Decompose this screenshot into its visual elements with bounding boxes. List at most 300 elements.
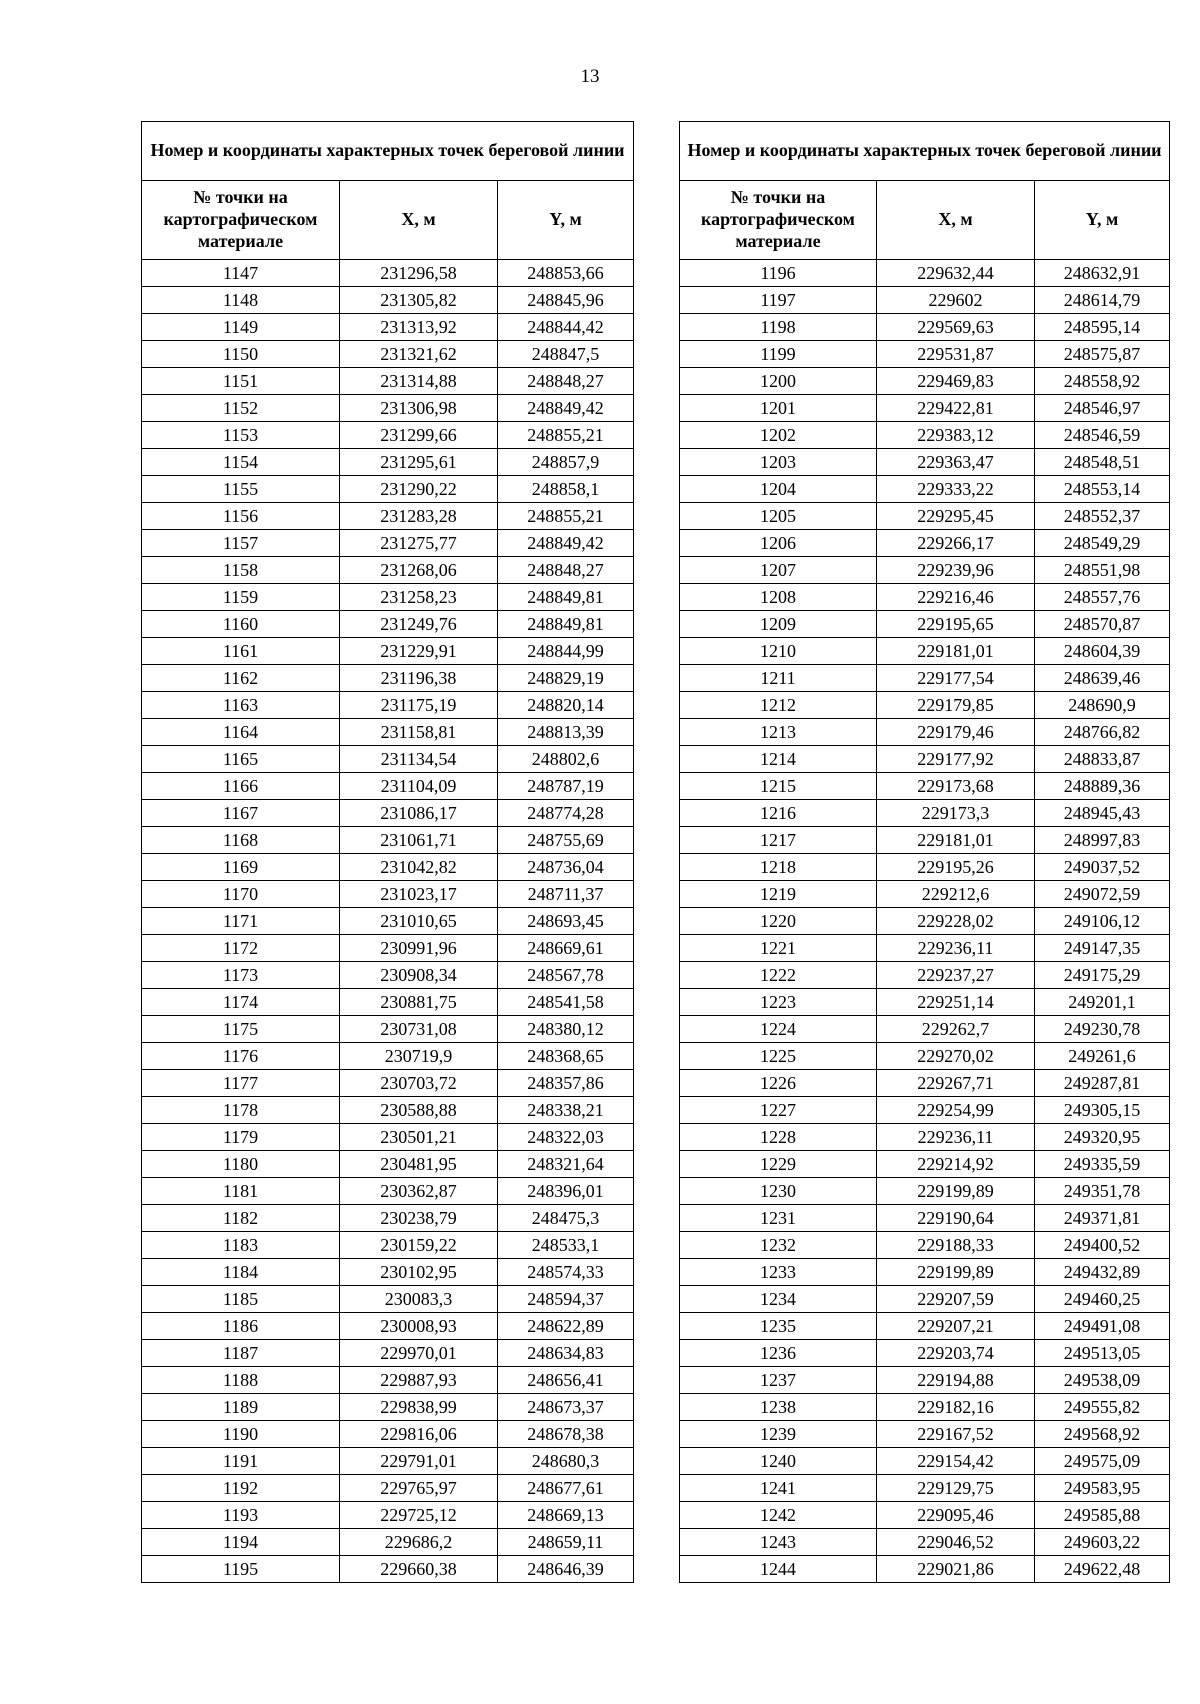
cell-point-number: 1173 xyxy=(142,962,340,989)
table-body xyxy=(680,260,1170,1583)
table-row xyxy=(142,530,634,557)
table-row xyxy=(680,665,1170,692)
cell-x: 230008,93 xyxy=(340,1313,498,1340)
cell-x: 229182,16 xyxy=(877,1394,1035,1421)
cell-point-number: 1242 xyxy=(680,1502,877,1529)
cell-y: 249585,88 xyxy=(1035,1502,1170,1529)
cell-point-number: 1235 xyxy=(680,1313,877,1340)
cell-x: 231086,17 xyxy=(340,800,498,827)
cell-x: 229422,81 xyxy=(877,395,1035,422)
table-row xyxy=(680,1556,1170,1583)
cell-x: 230588,88 xyxy=(340,1097,498,1124)
table-row xyxy=(142,1340,634,1367)
cell-x: 231275,77 xyxy=(340,530,498,557)
cell-y: 249432,89 xyxy=(1035,1259,1170,1286)
table-row xyxy=(680,827,1170,854)
cell-point-number: 1162 xyxy=(142,665,340,692)
cell-x: 229173,3 xyxy=(877,800,1035,827)
cell-y: 248396,01 xyxy=(498,1178,634,1205)
table-row xyxy=(142,692,634,719)
cell-y: 248711,37 xyxy=(498,881,634,908)
cell-point-number: 1185 xyxy=(142,1286,340,1313)
table-row xyxy=(680,422,1170,449)
cell-x: 229173,68 xyxy=(877,773,1035,800)
cell-x: 229266,17 xyxy=(877,530,1035,557)
table-row xyxy=(680,1097,1170,1124)
table-row xyxy=(680,1340,1170,1367)
cell-y: 249147,35 xyxy=(1035,935,1170,962)
cell-y: 248552,37 xyxy=(1035,503,1170,530)
cell-point-number: 1157 xyxy=(142,530,340,557)
table-row xyxy=(142,449,634,476)
table-row xyxy=(142,341,634,368)
cell-point-number: 1163 xyxy=(142,692,340,719)
cell-point-number: 1168 xyxy=(142,827,340,854)
cell-y: 248594,37 xyxy=(498,1286,634,1313)
cell-y: 248849,81 xyxy=(498,584,634,611)
cell-point-number: 1167 xyxy=(142,800,340,827)
table-row xyxy=(142,800,634,827)
cell-y: 249175,29 xyxy=(1035,962,1170,989)
table-row xyxy=(142,1151,634,1178)
cell-x: 229531,87 xyxy=(877,341,1035,368)
cell-x: 229469,83 xyxy=(877,368,1035,395)
table-row xyxy=(680,1502,1170,1529)
cell-point-number: 1230 xyxy=(680,1178,877,1205)
table-row xyxy=(142,1448,634,1475)
cell-x: 231249,76 xyxy=(340,611,498,638)
cell-x: 231313,92 xyxy=(340,314,498,341)
table-row xyxy=(680,260,1170,287)
cell-x: 229267,71 xyxy=(877,1070,1035,1097)
cell-point-number: 1154 xyxy=(142,449,340,476)
table-row xyxy=(142,611,634,638)
cell-point-number: 1186 xyxy=(142,1313,340,1340)
cell-y: 248669,13 xyxy=(498,1502,634,1529)
table-row xyxy=(142,881,634,908)
cell-x: 229190,64 xyxy=(877,1205,1035,1232)
cell-x: 229214,92 xyxy=(877,1151,1035,1178)
table-row xyxy=(142,989,634,1016)
cell-x: 229569,63 xyxy=(877,314,1035,341)
table-row xyxy=(680,1367,1170,1394)
cell-point-number: 1193 xyxy=(142,1502,340,1529)
cell-x: 229177,54 xyxy=(877,665,1035,692)
cell-x: 229212,6 xyxy=(877,881,1035,908)
cell-x: 229725,12 xyxy=(340,1502,498,1529)
table-row xyxy=(680,1421,1170,1448)
cell-y: 248844,99 xyxy=(498,638,634,665)
cell-x: 229154,42 xyxy=(877,1448,1035,1475)
cell-x: 229632,44 xyxy=(877,260,1035,287)
cell-y: 249261,6 xyxy=(1035,1043,1170,1070)
cell-x: 230481,95 xyxy=(340,1151,498,1178)
cell-x: 229262,7 xyxy=(877,1016,1035,1043)
cell-point-number: 1236 xyxy=(680,1340,877,1367)
cell-x: 230362,87 xyxy=(340,1178,498,1205)
cell-y: 248690,9 xyxy=(1035,692,1170,719)
table-row xyxy=(680,503,1170,530)
cell-x: 229251,14 xyxy=(877,989,1035,1016)
cell-y: 249037,52 xyxy=(1035,854,1170,881)
cell-y: 248829,19 xyxy=(498,665,634,692)
table-row xyxy=(142,1286,634,1313)
cell-x: 231321,62 xyxy=(340,341,498,368)
table-row xyxy=(142,719,634,746)
cell-y: 248541,58 xyxy=(498,989,634,1016)
cell-point-number: 1169 xyxy=(142,854,340,881)
table-row xyxy=(142,827,634,854)
cell-y: 248678,38 xyxy=(498,1421,634,1448)
cell-y: 248549,29 xyxy=(1035,530,1170,557)
cell-point-number: 1208 xyxy=(680,584,877,611)
cell-y: 248997,83 xyxy=(1035,827,1170,854)
cell-y: 248848,27 xyxy=(498,557,634,584)
cell-point-number: 1190 xyxy=(142,1421,340,1448)
cell-point-number: 1209 xyxy=(680,611,877,638)
cell-y: 248820,14 xyxy=(498,692,634,719)
cell-y: 248321,64 xyxy=(498,1151,634,1178)
cell-point-number: 1210 xyxy=(680,638,877,665)
cell-point-number: 1165 xyxy=(142,746,340,773)
table-row xyxy=(680,692,1170,719)
cell-point-number: 1181 xyxy=(142,1178,340,1205)
cell-point-number: 1233 xyxy=(680,1259,877,1286)
column-header-x: X, м xyxy=(877,181,1035,260)
table-row xyxy=(680,1529,1170,1556)
cell-y: 248855,21 xyxy=(498,503,634,530)
cell-point-number: 1175 xyxy=(142,1016,340,1043)
cell-x: 231306,98 xyxy=(340,395,498,422)
cell-point-number: 1194 xyxy=(142,1529,340,1556)
cell-x: 230102,95 xyxy=(340,1259,498,1286)
cell-x: 229194,88 xyxy=(877,1367,1035,1394)
cell-x: 229970,01 xyxy=(340,1340,498,1367)
cell-x: 231258,23 xyxy=(340,584,498,611)
table-row xyxy=(142,314,634,341)
cell-y: 248858,1 xyxy=(498,476,634,503)
cell-y: 249568,92 xyxy=(1035,1421,1170,1448)
cell-point-number: 1178 xyxy=(142,1097,340,1124)
table-row xyxy=(142,368,634,395)
cell-point-number: 1215 xyxy=(680,773,877,800)
cell-point-number: 1174 xyxy=(142,989,340,1016)
table-row xyxy=(680,1448,1170,1475)
cell-y: 248849,42 xyxy=(498,530,634,557)
table-row xyxy=(680,1124,1170,1151)
cell-point-number: 1222 xyxy=(680,962,877,989)
cell-x: 229791,01 xyxy=(340,1448,498,1475)
table-row xyxy=(680,584,1170,611)
cell-y: 248570,87 xyxy=(1035,611,1170,638)
cell-x: 229177,92 xyxy=(877,746,1035,773)
cell-point-number: 1227 xyxy=(680,1097,877,1124)
table-row xyxy=(680,395,1170,422)
table-row xyxy=(142,1367,634,1394)
cell-y: 248548,51 xyxy=(1035,449,1170,476)
cell-y: 248736,04 xyxy=(498,854,634,881)
cell-x: 229203,74 xyxy=(877,1340,1035,1367)
cell-x: 229660,38 xyxy=(340,1556,498,1583)
cell-x: 231158,81 xyxy=(340,719,498,746)
cell-y: 248813,39 xyxy=(498,719,634,746)
cell-point-number: 1206 xyxy=(680,530,877,557)
cell-x: 231295,61 xyxy=(340,449,498,476)
cell-point-number: 1205 xyxy=(680,503,877,530)
table-row xyxy=(142,1043,634,1070)
table-row xyxy=(142,557,634,584)
cell-point-number: 1177 xyxy=(142,1070,340,1097)
table-title: Номер и координаты характерных точек береговой линии xyxy=(680,122,1170,181)
table-row xyxy=(142,1124,634,1151)
table-body xyxy=(142,260,634,1583)
table-row xyxy=(680,1475,1170,1502)
table-row xyxy=(680,1016,1170,1043)
cell-y: 249201,1 xyxy=(1035,989,1170,1016)
cell-point-number: 1237 xyxy=(680,1367,877,1394)
cell-y: 248546,97 xyxy=(1035,395,1170,422)
cell-y: 248802,6 xyxy=(498,746,634,773)
table-row xyxy=(680,962,1170,989)
cell-point-number: 1155 xyxy=(142,476,340,503)
cell-point-number: 1161 xyxy=(142,638,340,665)
table-row xyxy=(142,1232,634,1259)
table-row xyxy=(680,638,1170,665)
cell-x: 230238,79 xyxy=(340,1205,498,1232)
cell-x: 229216,46 xyxy=(877,584,1035,611)
cell-y: 248847,5 xyxy=(498,341,634,368)
cell-y: 248889,36 xyxy=(1035,773,1170,800)
cell-point-number: 1182 xyxy=(142,1205,340,1232)
table-row xyxy=(680,449,1170,476)
cell-point-number: 1180 xyxy=(142,1151,340,1178)
cell-y: 248774,28 xyxy=(498,800,634,827)
cell-y: 248338,21 xyxy=(498,1097,634,1124)
cell-x: 231290,22 xyxy=(340,476,498,503)
cell-y: 248614,79 xyxy=(1035,287,1170,314)
cell-x: 229236,11 xyxy=(877,1124,1035,1151)
cell-x: 229046,52 xyxy=(877,1529,1035,1556)
cell-point-number: 1160 xyxy=(142,611,340,638)
cell-x: 229602 xyxy=(877,287,1035,314)
cell-y: 248677,61 xyxy=(498,1475,634,1502)
cell-y: 248567,78 xyxy=(498,962,634,989)
cell-y: 248558,92 xyxy=(1035,368,1170,395)
cell-x: 229816,06 xyxy=(340,1421,498,1448)
column-header-y: Y, м xyxy=(1035,181,1170,260)
cell-point-number: 1198 xyxy=(680,314,877,341)
cell-point-number: 1229 xyxy=(680,1151,877,1178)
table-row xyxy=(142,1097,634,1124)
table-row xyxy=(142,1502,634,1529)
cell-x: 229207,59 xyxy=(877,1286,1035,1313)
cell-y: 249460,25 xyxy=(1035,1286,1170,1313)
cell-point-number: 1212 xyxy=(680,692,877,719)
table-row xyxy=(142,773,634,800)
cell-point-number: 1151 xyxy=(142,368,340,395)
cell-y: 248557,76 xyxy=(1035,584,1170,611)
cell-y: 248755,69 xyxy=(498,827,634,854)
cell-x: 229199,89 xyxy=(877,1178,1035,1205)
cell-x: 229021,86 xyxy=(877,1556,1035,1583)
cell-x: 229181,01 xyxy=(877,638,1035,665)
cell-x: 230501,21 xyxy=(340,1124,498,1151)
cell-y: 248656,41 xyxy=(498,1367,634,1394)
cell-point-number: 1172 xyxy=(142,935,340,962)
cell-point-number: 1176 xyxy=(142,1043,340,1070)
cell-point-number: 1244 xyxy=(680,1556,877,1583)
cell-x: 229686,2 xyxy=(340,1529,498,1556)
cell-x: 230083,3 xyxy=(340,1286,498,1313)
cell-point-number: 1179 xyxy=(142,1124,340,1151)
table-row xyxy=(142,260,634,287)
table-row xyxy=(142,1313,634,1340)
cell-x: 229363,47 xyxy=(877,449,1035,476)
cell-y: 248595,14 xyxy=(1035,314,1170,341)
cell-y: 249371,81 xyxy=(1035,1205,1170,1232)
cell-point-number: 1231 xyxy=(680,1205,877,1232)
table-row xyxy=(142,1178,634,1205)
table-row xyxy=(680,773,1170,800)
cell-y: 248533,1 xyxy=(498,1232,634,1259)
table-row xyxy=(142,665,634,692)
cell-point-number: 1199 xyxy=(680,341,877,368)
cell-x: 229179,46 xyxy=(877,719,1035,746)
cell-y: 248322,03 xyxy=(498,1124,634,1151)
cell-y: 248546,59 xyxy=(1035,422,1170,449)
table-row xyxy=(142,935,634,962)
cell-y: 248849,42 xyxy=(498,395,634,422)
table-row xyxy=(142,476,634,503)
table-row xyxy=(680,1286,1170,1313)
cell-point-number: 1220 xyxy=(680,908,877,935)
cell-y: 248853,66 xyxy=(498,260,634,287)
cell-point-number: 1240 xyxy=(680,1448,877,1475)
cell-y: 248848,27 xyxy=(498,368,634,395)
table-row xyxy=(142,287,634,314)
cell-y: 249575,09 xyxy=(1035,1448,1170,1475)
table-row xyxy=(680,746,1170,773)
cell-point-number: 1197 xyxy=(680,287,877,314)
cell-y: 249072,59 xyxy=(1035,881,1170,908)
cell-x: 231104,09 xyxy=(340,773,498,800)
cell-point-number: 1234 xyxy=(680,1286,877,1313)
cell-y: 248844,42 xyxy=(498,314,634,341)
table-row xyxy=(680,1070,1170,1097)
cell-y: 248368,65 xyxy=(498,1043,634,1070)
cell-x: 230703,72 xyxy=(340,1070,498,1097)
cell-x: 230908,34 xyxy=(340,962,498,989)
cell-y: 248634,83 xyxy=(498,1340,634,1367)
cell-x: 229239,96 xyxy=(877,557,1035,584)
cell-point-number: 1200 xyxy=(680,368,877,395)
cell-y: 248787,19 xyxy=(498,773,634,800)
cell-point-number: 1211 xyxy=(680,665,877,692)
table-row xyxy=(680,1151,1170,1178)
cell-point-number: 1156 xyxy=(142,503,340,530)
cell-y: 249491,08 xyxy=(1035,1313,1170,1340)
cell-y: 249320,95 xyxy=(1035,1124,1170,1151)
cell-x: 229887,93 xyxy=(340,1367,498,1394)
cell-x: 229236,11 xyxy=(877,935,1035,962)
table-row xyxy=(680,908,1170,935)
cell-point-number: 1241 xyxy=(680,1475,877,1502)
table-row xyxy=(680,368,1170,395)
cell-x: 231283,28 xyxy=(340,503,498,530)
table-title: Номер и координаты характерных точек береговой линии xyxy=(142,122,634,181)
column-header-point-number: № точки на картографическом материале xyxy=(142,181,340,260)
table-row xyxy=(680,719,1170,746)
cell-point-number: 1203 xyxy=(680,449,877,476)
cell-x: 229167,52 xyxy=(877,1421,1035,1448)
cell-y: 249583,95 xyxy=(1035,1475,1170,1502)
table-row xyxy=(680,1394,1170,1421)
cell-x: 231229,91 xyxy=(340,638,498,665)
coordinates-table-right xyxy=(679,121,1170,1583)
cell-x: 229838,99 xyxy=(340,1394,498,1421)
cell-y: 248632,91 xyxy=(1035,260,1170,287)
cell-point-number: 1213 xyxy=(680,719,877,746)
cell-y: 248673,37 xyxy=(498,1394,634,1421)
cell-x: 231023,17 xyxy=(340,881,498,908)
cell-point-number: 1170 xyxy=(142,881,340,908)
cell-x: 231042,82 xyxy=(340,854,498,881)
cell-point-number: 1152 xyxy=(142,395,340,422)
cell-point-number: 1226 xyxy=(680,1070,877,1097)
cell-y: 249287,81 xyxy=(1035,1070,1170,1097)
cell-y: 248639,46 xyxy=(1035,665,1170,692)
cell-point-number: 1202 xyxy=(680,422,877,449)
cell-point-number: 1150 xyxy=(142,341,340,368)
cell-x: 230731,08 xyxy=(340,1016,498,1043)
cell-x: 230991,96 xyxy=(340,935,498,962)
cell-point-number: 1158 xyxy=(142,557,340,584)
table-row xyxy=(142,854,634,881)
cell-point-number: 1183 xyxy=(142,1232,340,1259)
cell-point-number: 1171 xyxy=(142,908,340,935)
cell-y: 248693,45 xyxy=(498,908,634,935)
cell-y: 249603,22 xyxy=(1035,1529,1170,1556)
cell-x: 231268,06 xyxy=(340,557,498,584)
cell-x: 229765,97 xyxy=(340,1475,498,1502)
cell-y: 248646,39 xyxy=(498,1556,634,1583)
cell-y: 248475,3 xyxy=(498,1205,634,1232)
table-row xyxy=(142,1259,634,1286)
cell-x: 230159,22 xyxy=(340,1232,498,1259)
cell-point-number: 1207 xyxy=(680,557,877,584)
cell-point-number: 1214 xyxy=(680,746,877,773)
table-row xyxy=(142,746,634,773)
table-row xyxy=(142,1475,634,1502)
cell-point-number: 1243 xyxy=(680,1529,877,1556)
table-row xyxy=(680,341,1170,368)
cell-point-number: 1187 xyxy=(142,1340,340,1367)
table-row xyxy=(142,1394,634,1421)
cell-x: 229254,99 xyxy=(877,1097,1035,1124)
cell-y: 248622,89 xyxy=(498,1313,634,1340)
cell-y: 248659,11 xyxy=(498,1529,634,1556)
cell-x: 231296,58 xyxy=(340,260,498,287)
cell-point-number: 1192 xyxy=(142,1475,340,1502)
cell-point-number: 1153 xyxy=(142,422,340,449)
cell-y: 249555,82 xyxy=(1035,1394,1170,1421)
table-row xyxy=(680,314,1170,341)
cell-y: 248680,3 xyxy=(498,1448,634,1475)
table-row xyxy=(142,1529,634,1556)
table-row xyxy=(142,908,634,935)
cell-x: 230719,9 xyxy=(340,1043,498,1070)
table-row xyxy=(142,1556,634,1583)
